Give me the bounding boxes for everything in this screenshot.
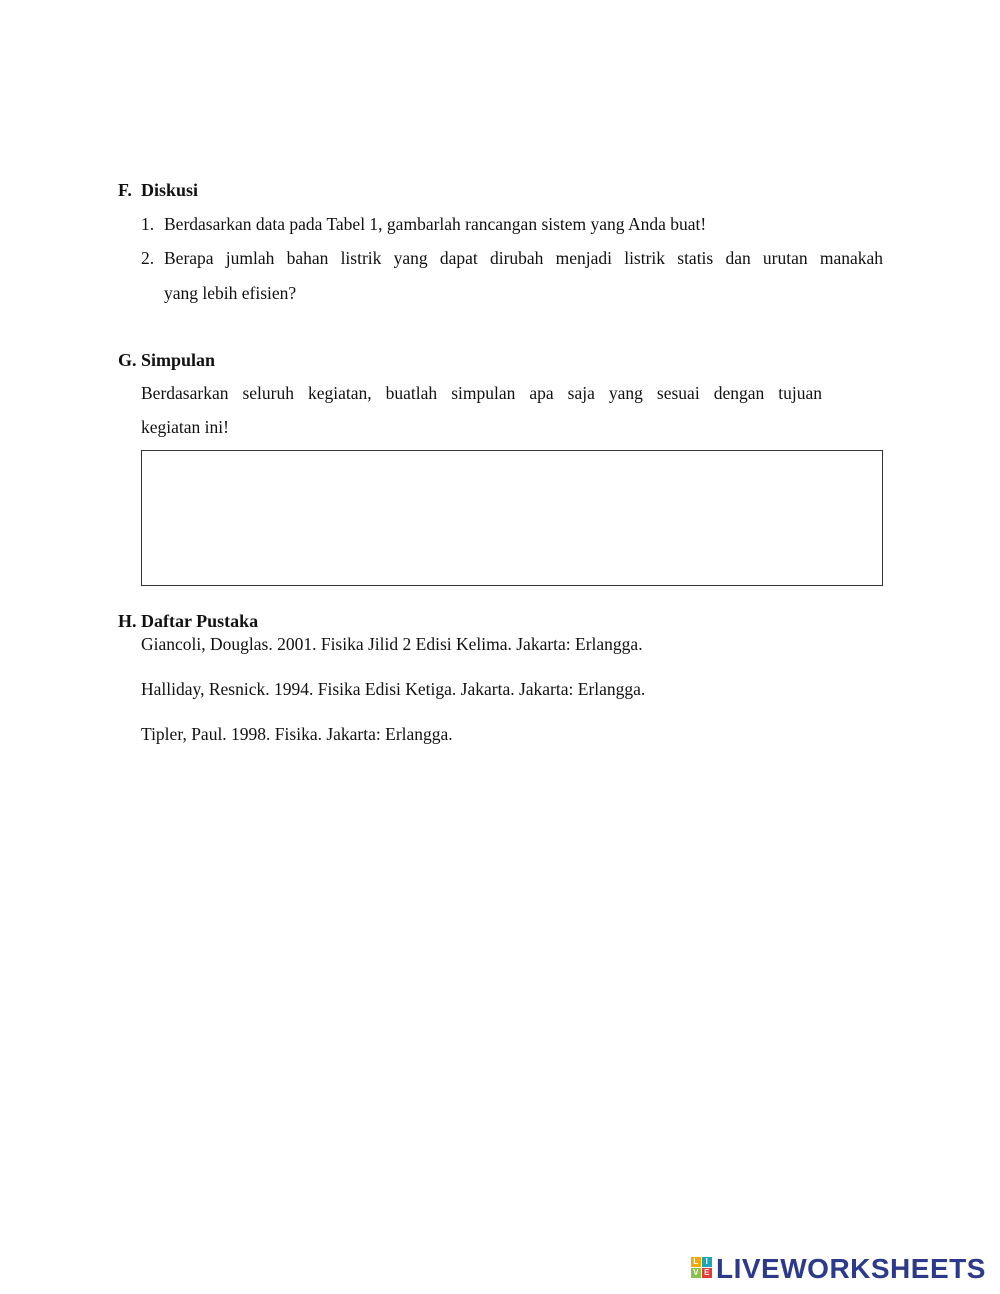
section-f-heading: [118, 180, 198, 201]
logo-mark-v: V: [691, 1268, 701, 1278]
section-f-letter: F.: [118, 180, 132, 200]
logo-mark-i: I: [702, 1257, 712, 1267]
reference-item: Halliday, Resnick. 1994. Fisika Edisi Ketiga. Jakarta. Jakarta: Erlangga.: [141, 679, 646, 699]
section-g-letter: G.: [118, 350, 137, 370]
conclusion-instruction: Berdasarkan seluruh kegiatan, buatlah simpulan apa saja yang sesuai dengan tujuan: [141, 383, 822, 403]
discussion-item-2-text: Berapa jumlah bahan listrik yang dapat dirubah menjadi listrik statis dan urutan manakah: [164, 248, 883, 268]
liveworksheets-wordmark: LIVEWORKSHEETS: [716, 1253, 986, 1284]
section-f-title: Diskusi: [141, 180, 199, 200]
logo-mark-l: L: [691, 1257, 701, 1267]
logo-mark-e: E: [702, 1268, 712, 1278]
discussion-item-1: [141, 214, 154, 235]
liveworksheets-logo: [691, 1253, 986, 1285]
discussion-item-number: 2.: [141, 248, 155, 268]
reference-item: Giancoli, Douglas. 2001. Fisika Jilid 2 Edisi Kelima. Jakarta: Erlangga.: [141, 634, 643, 654]
section-g-heading: [118, 350, 215, 371]
section-h-heading: [118, 611, 258, 632]
reference-item: Tipler, Paul. 1998. Fisika. Jakarta: Erlangga.: [141, 724, 453, 744]
section-h-title: Daftar Pustaka: [141, 611, 259, 631]
conclusion-instruction-cont: kegiatan ini!: [141, 417, 229, 437]
discussion-item-number: 1.: [141, 214, 155, 234]
section-h-letter: H.: [118, 611, 137, 631]
discussion-item-2: [141, 248, 154, 269]
conclusion-answer-box[interactable]: [141, 450, 883, 586]
liveworksheets-mark-icon: [691, 1257, 712, 1278]
discussion-item-1-text: Berdasarkan data pada Tabel 1, gambarlah rancangan sistem yang Anda buat!: [164, 214, 707, 234]
section-g-title: Simpulan: [141, 350, 216, 370]
discussion-item-2-text-cont: yang lebih efisien?: [164, 283, 297, 303]
